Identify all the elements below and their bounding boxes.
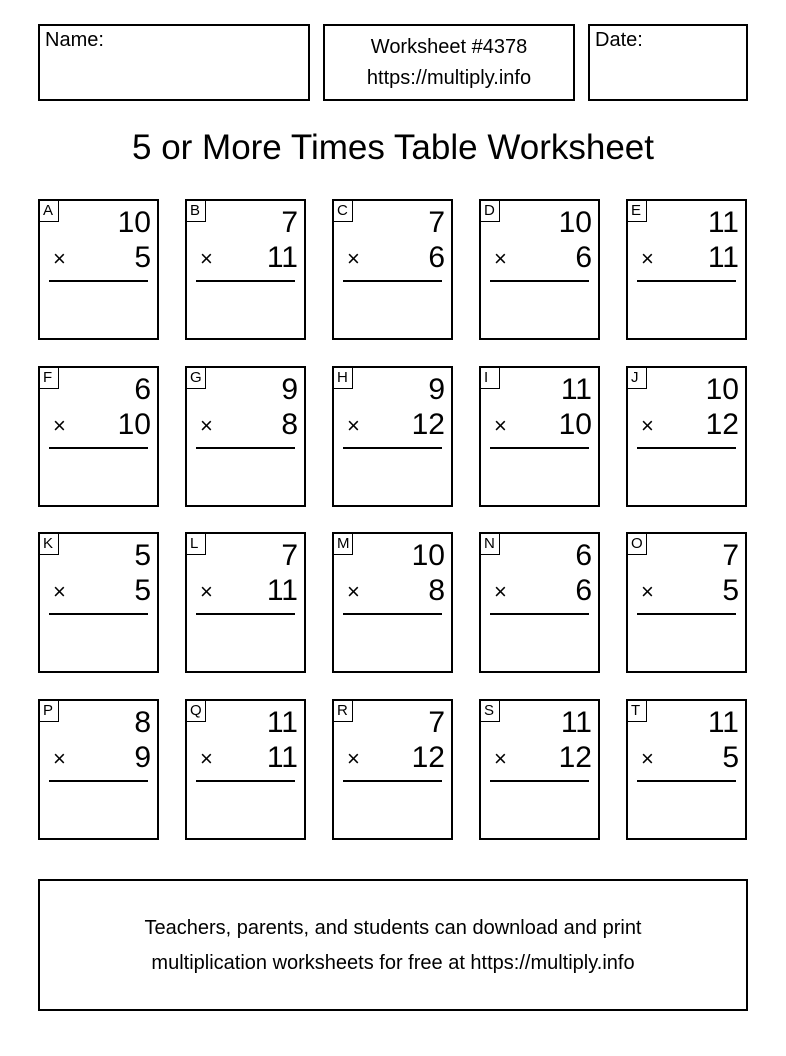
problem-letter: M xyxy=(334,534,353,555)
times-sign: × xyxy=(641,413,654,438)
problem-card[interactable] xyxy=(38,199,159,340)
problem-letter: I xyxy=(481,368,500,389)
times-sign: × xyxy=(494,579,507,604)
date-label: Date: xyxy=(595,29,643,51)
multiplier: 11 xyxy=(266,574,298,607)
problem-card[interactable] xyxy=(332,366,453,507)
problem-letter: R xyxy=(334,701,353,722)
multiplicand: 7 xyxy=(428,706,445,739)
problem-card[interactable] xyxy=(479,532,600,673)
problem-letter: T xyxy=(628,701,647,722)
problem-card[interactable] xyxy=(332,199,453,340)
footer-text-line-2: multiplication worksheets for free at https://multiply.info xyxy=(151,952,635,974)
times-sign: × xyxy=(641,579,654,604)
worksheet-number: Worksheet #4378 xyxy=(370,36,528,58)
times-sign: × xyxy=(641,246,654,271)
page-title: 5 or More Times Table Worksheet xyxy=(132,128,654,167)
problem-letter: K xyxy=(40,534,59,555)
answer-line xyxy=(196,280,295,282)
multiplier: 12 xyxy=(411,741,445,774)
name-label: Name: xyxy=(45,29,104,51)
answer-line xyxy=(49,447,148,449)
multiplier: 9 xyxy=(134,741,151,774)
multiplicand: 6 xyxy=(575,539,592,572)
problem-card[interactable] xyxy=(626,699,747,840)
problem-letter: S xyxy=(481,701,500,722)
times-sign: × xyxy=(347,413,360,438)
problem-letter: D xyxy=(481,201,500,222)
problem-letter: B xyxy=(187,201,206,222)
problem-card[interactable] xyxy=(38,699,159,840)
problem-card[interactable] xyxy=(479,199,600,340)
multiplier: 5 xyxy=(722,574,739,607)
answer-line xyxy=(637,780,736,782)
multiplier: 5 xyxy=(134,241,151,274)
multiplier: 8 xyxy=(428,574,445,607)
multiplier: 11 xyxy=(266,241,298,274)
problem-card[interactable] xyxy=(185,199,306,340)
problem-letter: J xyxy=(628,368,647,389)
multiplier: 12 xyxy=(705,408,739,441)
multiplicand: 11 xyxy=(266,706,298,739)
multiplicand: 7 xyxy=(722,539,739,572)
multiplicand: 11 xyxy=(707,706,739,739)
multiplier: 10 xyxy=(117,408,151,441)
answer-line xyxy=(196,613,295,615)
multiplier: 6 xyxy=(575,574,592,607)
times-sign: × xyxy=(494,413,507,438)
problem-card[interactable] xyxy=(479,366,600,507)
problem-card[interactable] xyxy=(626,199,747,340)
multiplier: 5 xyxy=(722,741,739,774)
answer-line xyxy=(490,613,589,615)
problem-letter: H xyxy=(334,368,353,389)
times-sign: × xyxy=(53,746,66,771)
problem-card[interactable] xyxy=(185,366,306,507)
problem-letter: O xyxy=(628,534,647,555)
answer-line xyxy=(343,447,442,449)
multiplicand: 8 xyxy=(134,706,151,739)
multiplicand: 9 xyxy=(281,373,298,406)
times-sign: × xyxy=(347,579,360,604)
problem-letter: E xyxy=(628,201,647,222)
times-sign: × xyxy=(200,746,213,771)
times-sign: × xyxy=(641,746,654,771)
times-sign: × xyxy=(494,746,507,771)
multiplier: 11 xyxy=(707,241,739,274)
multiplier: 6 xyxy=(428,241,445,274)
problem-letter: G xyxy=(187,368,206,389)
problem-letter: C xyxy=(334,201,353,222)
answer-line xyxy=(343,280,442,282)
multiplicand: 6 xyxy=(134,373,151,406)
problem-card[interactable] xyxy=(626,366,747,507)
multiplicand: 7 xyxy=(428,206,445,239)
times-sign: × xyxy=(200,579,213,604)
footer-text-line-1: Teachers, parents, and students can download and print xyxy=(144,917,642,939)
answer-line xyxy=(637,280,736,282)
problem-letter: F xyxy=(40,368,59,389)
answer-line xyxy=(49,780,148,782)
times-sign: × xyxy=(347,746,360,771)
times-sign: × xyxy=(53,413,66,438)
answer-line xyxy=(196,447,295,449)
problem-card[interactable] xyxy=(626,532,747,673)
multiplicand: 5 xyxy=(134,539,151,572)
multiplier: 5 xyxy=(134,574,151,607)
footer-box xyxy=(38,879,748,1011)
problem-letter: N xyxy=(481,534,500,555)
multiplicand: 10 xyxy=(558,206,592,239)
answer-line xyxy=(637,447,736,449)
answer-line xyxy=(490,447,589,449)
problem-letter: Q xyxy=(187,701,206,722)
times-sign: × xyxy=(53,246,66,271)
multiplicand: 9 xyxy=(428,373,445,406)
answer-line xyxy=(490,280,589,282)
answer-line xyxy=(637,613,736,615)
multiplier: 12 xyxy=(411,408,445,441)
answer-line xyxy=(49,280,148,282)
problem-card[interactable] xyxy=(185,532,306,673)
problem-letter: A xyxy=(40,201,59,222)
problem-card[interactable] xyxy=(38,532,159,673)
problem-card[interactable] xyxy=(479,699,600,840)
multiplier: 11 xyxy=(266,741,298,774)
problem-letter: L xyxy=(187,534,206,555)
multiplier: 12 xyxy=(558,741,592,774)
worksheet-url: https://multiply.info xyxy=(366,67,532,89)
times-sign: × xyxy=(200,246,213,271)
multiplier: 6 xyxy=(575,241,592,274)
multiplicand: 7 xyxy=(281,539,298,572)
multiplicand: 11 xyxy=(707,206,739,239)
answer-line xyxy=(343,613,442,615)
multiplicand: 11 xyxy=(560,373,592,406)
problem-card[interactable] xyxy=(332,699,453,840)
answer-line xyxy=(343,780,442,782)
problem-card[interactable] xyxy=(38,366,159,507)
answer-line xyxy=(49,613,148,615)
multiplicand: 10 xyxy=(117,206,151,239)
times-sign: × xyxy=(200,413,213,438)
multiplicand: 7 xyxy=(281,206,298,239)
multiplier: 8 xyxy=(281,408,298,441)
times-sign: × xyxy=(347,246,360,271)
multiplicand: 10 xyxy=(705,373,739,406)
multiplier: 10 xyxy=(558,408,592,441)
problem-letter: P xyxy=(40,701,59,722)
answer-line xyxy=(490,780,589,782)
multiplicand: 11 xyxy=(560,706,592,739)
problem-card[interactable] xyxy=(185,699,306,840)
problem-card[interactable] xyxy=(332,532,453,673)
answer-line xyxy=(196,780,295,782)
times-sign: × xyxy=(53,579,66,604)
times-sign: × xyxy=(494,246,507,271)
multiplicand: 10 xyxy=(411,539,445,572)
